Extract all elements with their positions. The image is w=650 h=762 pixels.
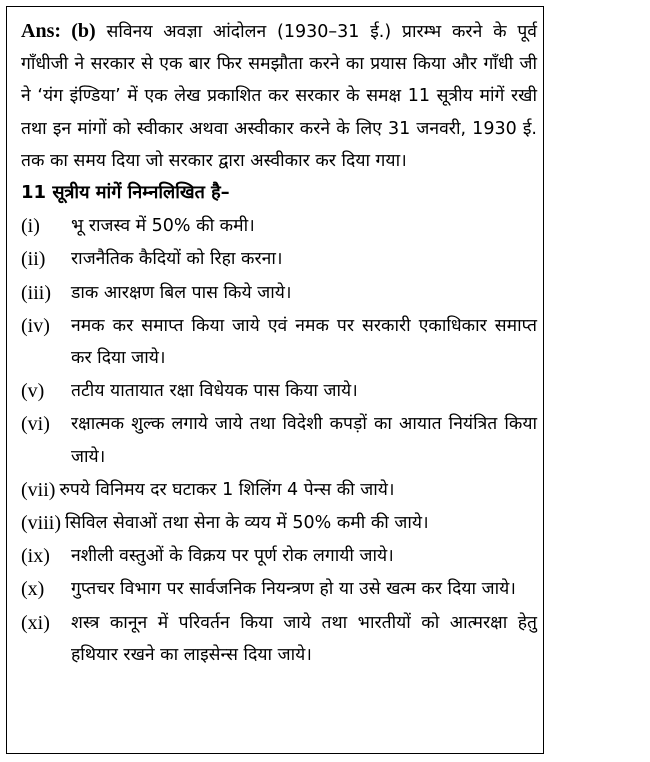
item-text: राजनैतिक कैदियों को रिहा करना।	[71, 249, 283, 270]
answer-box	[6, 6, 544, 754]
list-item	[21, 243, 537, 275]
item-number: (v)	[21, 380, 45, 403]
list-item	[21, 507, 537, 539]
item-number: (x)	[21, 578, 45, 601]
item-number: (vii)	[21, 478, 56, 501]
item-text: सिविल सेवाओं तथा सेना के व्यय में 50% कमी की जाये।	[65, 513, 429, 534]
item-number: (xi)	[21, 611, 50, 634]
list-item	[21, 375, 537, 407]
item-text: शस्त्र कानून में परिवर्तन किया जाये तथा भारतीयों को आत्मरक्षा हेतु हथियार रखने का लाइसेन्स दिया जाये।	[71, 612, 537, 665]
item-text: डाक आरक्षण बिल पास किये जाये।	[71, 282, 292, 303]
item-text: गुप्तचर विभाग पर सार्वजनिक नियन्त्रण हो या उसे खत्म कर दिया जाये।	[71, 579, 516, 600]
item-text: नशीली वस्तुओं के विक्रय पर पूर्ण रोक लगायी जाये।	[71, 546, 394, 567]
item-text: तटीय यातायात रक्षा विधेयक पास किया जाये।	[71, 381, 358, 402]
item-number: (viii)	[21, 512, 61, 535]
list-item	[21, 408, 537, 472]
item-text: रक्षात्मक शुल्क लगाये जाये तथा विदेशी कपड़ों का आयात नियंत्रित किया जाये।	[71, 414, 537, 467]
intro-paragraph	[21, 15, 537, 177]
item-number: (vi)	[21, 413, 50, 436]
list-item	[21, 310, 537, 374]
item-number: (i)	[21, 215, 40, 238]
item-number: (ii)	[21, 248, 46, 271]
item-text: नमक कर समाप्त किया जाये एवं नमक पर सरकारी एकाधिकार समाप्त कर दिया जाये।	[71, 315, 537, 369]
demands-heading: 11 सूत्रीय मांगें निम्नलिखित है–	[21, 182, 230, 204]
answer-content	[21, 15, 537, 671]
list-item	[21, 210, 537, 242]
list-item	[21, 277, 537, 309]
intro-text: सविनय अवज्ञा आंदोलन (1930–31 ई.) प्रारम्भ करने के पूर्व गाँधीजी ने सरकार से एक बार फिर समझौता करने का प्रयास किया और गाँधी जी ने ‘यंग इंण्डिया’ में एक लेख प्रकाशित कर सरकार के समक्ष 11 सूत्रीय मांगें रखी तथा इन मांगों को स्वीकार अथवा अस्वीकार करने के लिए 31 जनवरी, 1930 ई. तक का समय दिया जो सरकार द्वारा अस्वीकार कर दिया गया।	[21, 22, 538, 171]
list-item	[21, 540, 537, 572]
item-number: (iii)	[21, 281, 51, 304]
list-item	[21, 474, 537, 506]
item-text: भू राजस्व में 50% की कमी।	[71, 216, 255, 237]
item-number: (ix)	[21, 545, 50, 568]
answer-label: Ans: (b)	[21, 20, 96, 42]
item-text: रुपये विनिमय दर घटाकर 1 शिलिंग 4 पेन्स की जाये।	[59, 479, 395, 500]
list-item	[21, 573, 537, 605]
list-item	[21, 607, 537, 671]
item-number: (iv)	[21, 314, 50, 337]
